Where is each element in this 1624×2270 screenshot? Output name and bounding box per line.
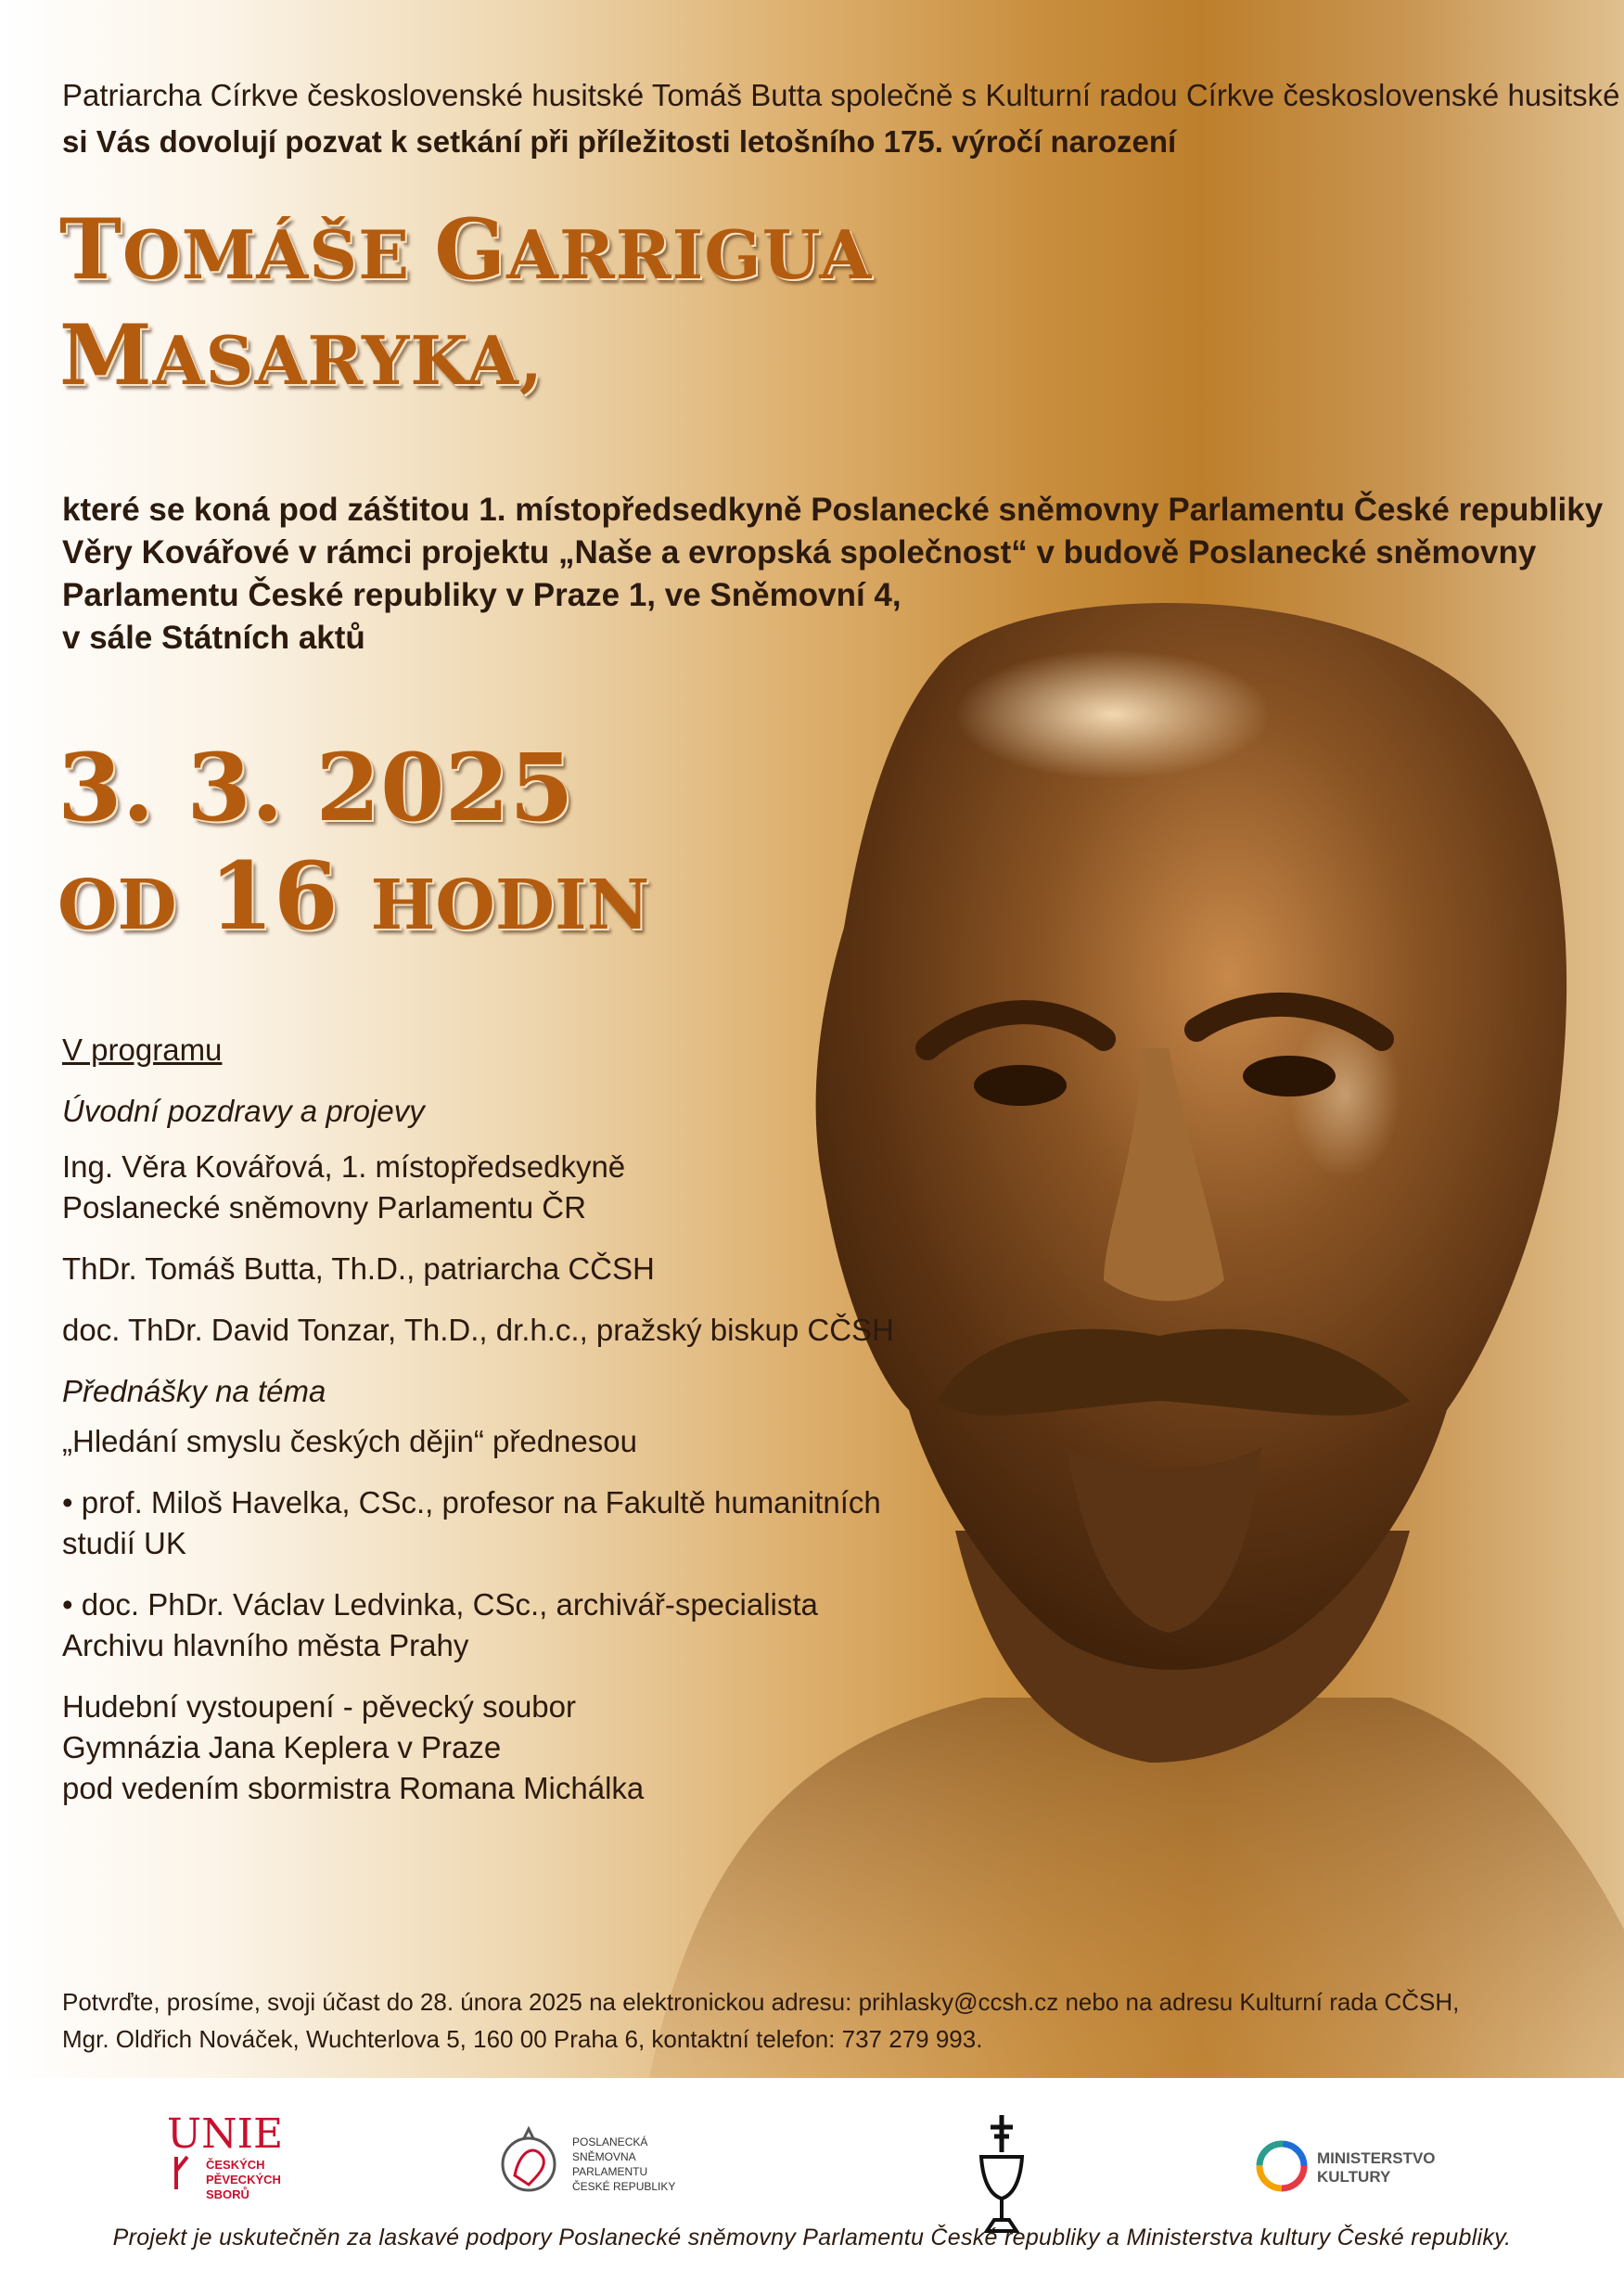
rsvp-line-2: Mgr. Oldřich Nováček, Wuchterlova 5, 160 00 Praha 6, kontaktní telefon: 737 279 993.	[62, 2025, 983, 2053]
poslanecka-snemovna-logo	[496, 2120, 700, 2222]
invitation-line-2: si Vás dovolují pozvat k setkání při příležitosti letošního 175. výročí narození	[62, 124, 1177, 159]
speaker-kovarova	[62, 1147, 897, 1228]
venue-line-2: Věry Kovářové v rámci projektu „Naše a evropská společnost“ v budově Poslanecké sněmovny	[62, 534, 1537, 571]
title-initial-m: M	[59, 306, 153, 404]
unie-logo	[167, 2106, 288, 2217]
unie-logo-sub-2: PĚVECKÝCH	[206, 2173, 281, 2187]
venue-line-3: Parlamentu České republiky v Praze 1, ve Sněmovní 4,	[62, 577, 902, 613]
title-initial-t: T	[59, 200, 122, 299]
venue-line-4: v sále Státních aktů	[62, 620, 365, 656]
lecturer-ledvinka	[62, 1584, 897, 1666]
invitation-line-1: Patriarcha Církve československé husitské Tomáš Butta společně s Kulturní radou Církve československé husitské	[62, 78, 1620, 112]
rsvp-note	[62, 1983, 1583, 2058]
lectures-topic: „Hledání smyslu českých dějin“ přednesou	[62, 1424, 637, 1458]
mk-logo-line-1: MINISTERSTVO	[1317, 2149, 1436, 2167]
sponsor-disclaimer: Projekt je uskutečněn za laskavé podpory Poslanecké sněmovny Parlamentu České republiky a Ministerstva kultury České republiky.	[112, 2225, 1512, 2251]
unie-logo-sub-3: SBORŮ	[206, 2187, 249, 2201]
rainbow-ring-icon	[1260, 2144, 1304, 2188]
time-suffix: HODIN	[370, 866, 650, 945]
venue-line-1: které se koná pod záštitou 1. místopředsedkyně Poslanecké sněmovny Parlamentu České republiky	[62, 492, 1604, 528]
time-prefix: OD	[58, 866, 177, 945]
speaker-kovarova-line-2: Poslanecké sněmovny Parlamentu ČR	[62, 1190, 586, 1225]
event-time	[58, 842, 649, 959]
psp-logo-line-2: SNĚMOVNA	[572, 2150, 636, 2163]
lecturer-havelka-line-2: studií UK	[62, 1526, 186, 1560]
lion-emblem-icon	[503, 2129, 555, 2190]
speaker-tonzar: doc. ThDr. David Tonzar, Th.D., dr.h.c., pražský biskup CČSH	[62, 1313, 894, 1347]
title-word-garrigua: ARRIGUA	[506, 215, 873, 294]
lecturer-ledvinka-line-1: • doc. PhDr. Václav Ledvinka, CSc., archivář-specialista	[62, 1587, 818, 1622]
title-initial-g: G	[434, 200, 507, 299]
psp-logo-line-1: POSLANECKÁ	[572, 2135, 648, 2148]
chalice-cross-icon	[974, 2110, 1029, 2240]
lecturer-ledvinka-line-2: Archivu hlavního města Prahy	[62, 1628, 469, 1662]
music-performance	[62, 1686, 897, 1809]
program-heading: V programu	[62, 1032, 223, 1067]
title-word-masaryka: ASARYKA,	[152, 321, 543, 400]
ministerstvo-kultury-logo	[1252, 2134, 1456, 2208]
time-number: 16	[209, 841, 339, 951]
speaker-butta: ThDr. Tomáš Butta, Th.D., patriarcha CČSH	[62, 1251, 655, 1286]
speaker-kovarova-line-1: Ing. Věra Kovářová, 1. místopředsedkyně	[62, 1149, 626, 1184]
lectures-heading: Přednášky na téma	[62, 1374, 326, 1408]
rsvp-line-1: Potvrďte, prosíme, svoji účast do 28. února 2025 na elektronickou adresu: prihlasky@ccsh.cz nebo na adresu Kulturní rada CČSH,	[62, 1988, 1460, 2016]
title-line-1	[59, 199, 872, 305]
mk-logo-line-2: KULTURY	[1317, 2168, 1391, 2186]
venue-text	[62, 489, 1604, 660]
title-line-2	[59, 305, 872, 411]
invitation-text	[62, 72, 1620, 165]
event-date	[58, 733, 649, 959]
lecturer-havelka	[62, 1482, 897, 1564]
psp-logo-line-3: PARLAMENTU	[572, 2165, 648, 2178]
unie-logo-word: UNIE	[167, 2110, 284, 2158]
music-line-1: Hudební vystoupení - pěvecký soubor	[62, 1689, 576, 1724]
music-line-2: Gymnázia Jana Keplera v Praze	[62, 1730, 502, 1764]
honoree-name-title	[59, 199, 872, 411]
lecturer-havelka-line-1: • prof. Miloš Havelka, CSc., profesor na Fakultě humanitních	[62, 1485, 881, 1520]
program-section	[62, 1030, 897, 1829]
title-word-tomase: OMÁŠE	[121, 215, 435, 294]
psp-logo-line-4: ČESKÉ REPUBLIKY	[572, 2180, 676, 2193]
unie-logo-sub-1: ČESKÝCH	[206, 2158, 265, 2172]
event-day: 3. 3. 2025	[58, 733, 574, 842]
welcome-heading: Úvodní pozdravy a projevy	[62, 1094, 425, 1128]
music-line-3: pod vedením sbormistra Romana Michálka	[62, 1771, 645, 1805]
